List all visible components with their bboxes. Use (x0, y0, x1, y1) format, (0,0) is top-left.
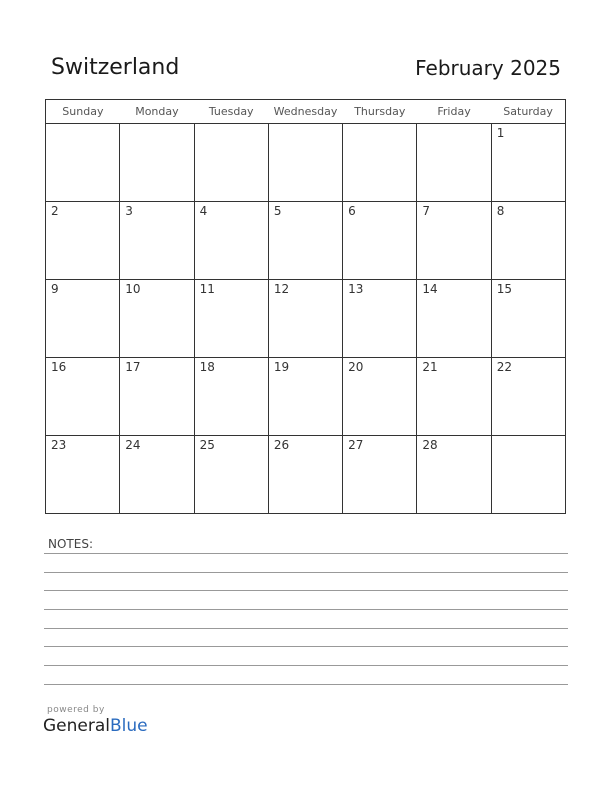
day-number: 3 (125, 204, 133, 218)
day-cell (343, 358, 417, 436)
note-line (44, 646, 568, 647)
day-number: 16 (51, 360, 67, 374)
day-cell (417, 436, 491, 514)
brand-blue: Blue (110, 716, 148, 736)
day-cell (343, 202, 417, 280)
day-cell (46, 202, 120, 280)
day-number (46, 124, 119, 126)
weekday-wednesday: Wednesday (268, 100, 342, 124)
day-cell (417, 358, 491, 436)
day-number: 15 (496, 282, 512, 296)
day-number: 14 (422, 282, 438, 296)
week-row (46, 358, 566, 436)
day-number: 18 (199, 360, 215, 374)
day-number (195, 124, 268, 126)
day-cell (120, 436, 194, 514)
day-number (343, 124, 416, 126)
week-row (46, 202, 566, 280)
day-number: 23 (51, 438, 67, 452)
day-number: 25 (199, 438, 215, 452)
day-cell (194, 124, 268, 202)
day-cell (417, 280, 491, 358)
day-number: 10 (125, 282, 141, 296)
day-cell (343, 124, 417, 202)
day-cell (417, 124, 491, 202)
day-cell (491, 358, 565, 436)
day-cell (194, 358, 268, 436)
powered-by-text: powered by (47, 705, 105, 715)
day-cell (343, 436, 417, 514)
note-line (44, 665, 568, 666)
day-cell (491, 124, 565, 202)
note-line (44, 628, 568, 629)
calendar-grid (45, 99, 566, 514)
day-number: 21 (422, 360, 438, 374)
day-number: 11 (199, 282, 215, 296)
day-number (120, 124, 193, 126)
week-row (46, 436, 566, 514)
day-number: 17 (125, 360, 141, 374)
day-cell (120, 358, 194, 436)
weekday-friday: Friday (417, 100, 491, 124)
day-number: 12 (273, 282, 290, 296)
notes-label: NOTES: (48, 537, 93, 551)
day-cell (491, 436, 565, 514)
day-cell (120, 124, 194, 202)
day-cell (268, 280, 342, 358)
day-cell (46, 358, 120, 436)
country-title: Switzerland (51, 55, 180, 80)
day-number: 4 (199, 204, 208, 218)
day-cell (120, 280, 194, 358)
day-cell (120, 202, 194, 280)
weekday-monday: Monday (120, 100, 194, 124)
weekday-saturday: Saturday (491, 100, 565, 124)
day-cell (46, 280, 120, 358)
weekday-thursday: Thursday (343, 100, 417, 124)
day-cell (194, 280, 268, 358)
day-number: 2 (51, 204, 59, 218)
day-number: 24 (125, 438, 141, 452)
day-number: 22 (496, 360, 512, 374)
day-number: 6 (348, 204, 356, 218)
day-number (417, 124, 490, 126)
day-cell (343, 280, 417, 358)
weekday-sunday: Sunday (46, 100, 120, 124)
day-cell (46, 124, 120, 202)
note-line (44, 572, 568, 573)
note-line (44, 609, 568, 610)
day-number: 27 (348, 438, 364, 452)
day-number: 13 (348, 282, 364, 296)
day-number (492, 436, 565, 438)
day-number: 5 (273, 204, 282, 218)
day-cell (268, 358, 342, 436)
week-row (46, 280, 566, 358)
note-line (44, 684, 568, 685)
day-number: 8 (496, 204, 505, 218)
day-number: 28 (422, 438, 438, 452)
day-cell (417, 202, 491, 280)
weekday-tuesday: Tuesday (194, 100, 268, 124)
day-number: 26 (273, 438, 290, 452)
day-cell (268, 202, 342, 280)
day-number: 9 (51, 282, 59, 296)
day-number (269, 124, 342, 126)
day-cell (491, 202, 565, 280)
month-title: February 2025 (415, 56, 561, 80)
day-cell (46, 436, 120, 514)
day-cell (268, 436, 342, 514)
day-number: 7 (422, 204, 431, 218)
day-cell (194, 202, 268, 280)
weekday-header-row (46, 100, 566, 124)
brand-general: General (43, 716, 110, 736)
day-cell (194, 436, 268, 514)
day-cell (491, 280, 565, 358)
note-line (44, 590, 568, 591)
note-line (44, 553, 568, 554)
day-number: 19 (273, 360, 290, 374)
day-number: 1 (496, 126, 505, 140)
day-number: 20 (348, 360, 364, 374)
generalblue-logo (43, 716, 148, 736)
day-cell (268, 124, 342, 202)
week-row (46, 124, 566, 202)
